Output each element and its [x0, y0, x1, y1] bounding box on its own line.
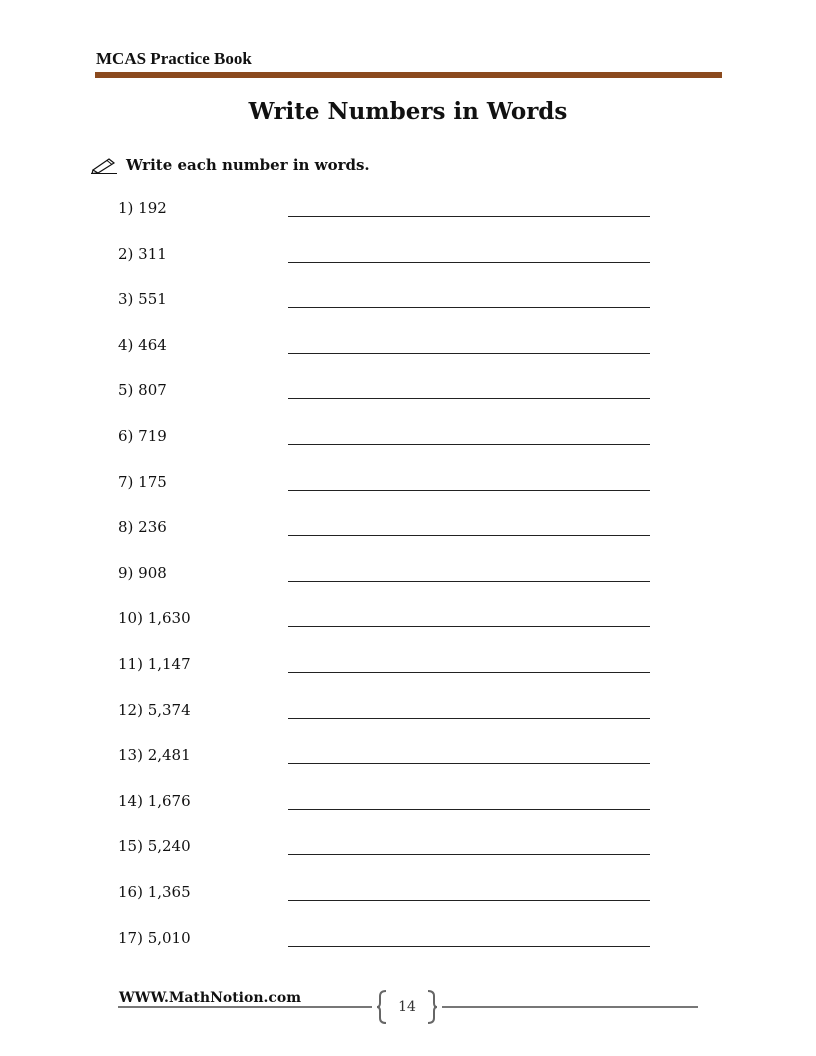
problem-number: 7) 175	[118, 472, 167, 491]
answer-line[interactable]	[288, 854, 650, 855]
problem-number: 8) 236	[118, 518, 167, 537]
answer-line[interactable]	[288, 900, 650, 901]
page-number: 14	[398, 999, 416, 1015]
instruction-text: Write each number in words.	[126, 156, 370, 174]
answer-line[interactable]	[288, 262, 650, 263]
page-number-box	[374, 990, 440, 1024]
footer-rule-right	[442, 1006, 698, 1008]
problem-number: 16) 1,365	[118, 883, 191, 901]
book-title: MCAS Practice Book	[96, 49, 252, 68]
pencil-icon	[90, 156, 118, 174]
problem-number: 9) 908	[118, 563, 167, 582]
problem-row	[118, 518, 658, 540]
problem-number: 14) 1,676	[118, 791, 191, 810]
problem-row	[118, 290, 658, 312]
problem-number: 5) 807	[118, 381, 167, 400]
instruction	[90, 156, 370, 174]
problem-row	[118, 473, 658, 495]
answer-line[interactable]	[288, 307, 650, 308]
problem-number: 11) 1,147	[118, 655, 191, 673]
problem-row	[118, 746, 658, 768]
right-bracket-icon	[426, 990, 438, 1024]
problem-number: 4) 464	[118, 335, 167, 354]
problem-row	[118, 837, 658, 859]
problem-row	[118, 199, 658, 221]
answer-line[interactable]	[288, 946, 650, 947]
answer-line[interactable]	[288, 672, 650, 673]
problem-number: 6) 719	[118, 427, 167, 445]
problem-number: 17) 5,010	[118, 928, 191, 947]
problem-number: 1) 192	[118, 199, 167, 217]
answer-line[interactable]	[288, 398, 650, 399]
problem-row	[118, 792, 658, 814]
problem-number: 15) 5,240	[118, 837, 191, 856]
problem-row	[118, 655, 658, 677]
header-rule	[95, 72, 722, 78]
page-title: Write Numbers in Words	[248, 98, 568, 125]
problem-number: 3) 551	[118, 290, 167, 309]
answer-line[interactable]	[288, 809, 650, 810]
answer-line[interactable]	[288, 216, 650, 217]
problem-row	[118, 381, 658, 403]
problem-row	[118, 929, 658, 951]
problem-row	[118, 883, 658, 905]
footer-website: WWW.MathNotion.com	[119, 990, 302, 1006]
problem-row	[118, 701, 658, 723]
problem-number: 2) 311	[118, 244, 167, 263]
problem-row	[118, 245, 658, 267]
answer-line[interactable]	[288, 763, 650, 764]
answer-line[interactable]	[288, 444, 650, 445]
answer-line[interactable]	[288, 718, 650, 719]
answer-line[interactable]	[288, 626, 650, 627]
answer-line[interactable]	[288, 581, 650, 582]
problem-number: 13) 2,481	[118, 746, 191, 765]
answer-line[interactable]	[288, 353, 650, 354]
footer-rule-left	[118, 1006, 372, 1008]
problem-number: 12) 5,374	[118, 700, 191, 719]
problem-number: 10) 1,630	[118, 609, 191, 628]
problem-row	[118, 564, 658, 586]
problem-row	[118, 336, 658, 358]
answer-line[interactable]	[288, 535, 650, 536]
problem-row	[118, 427, 658, 449]
answer-line[interactable]	[288, 490, 650, 491]
problem-row	[118, 609, 658, 631]
